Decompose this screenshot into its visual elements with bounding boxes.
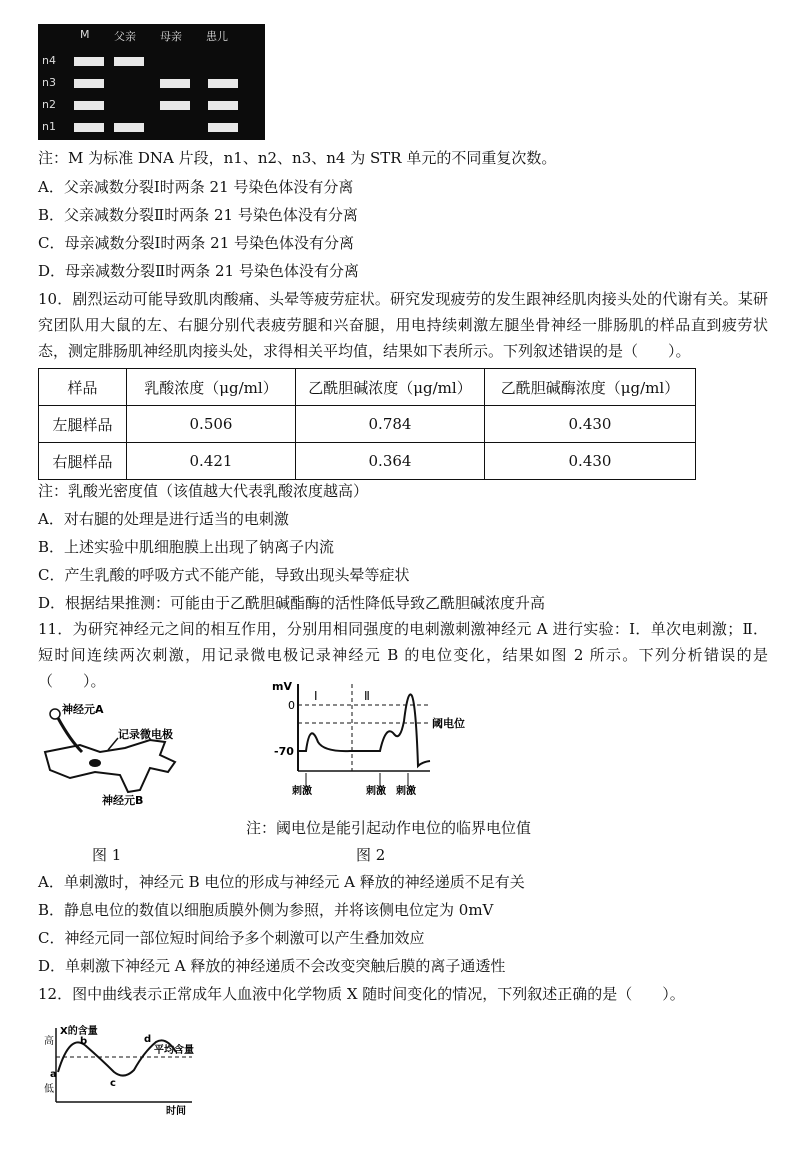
point-d-label: d (144, 1034, 152, 1045)
gel-band (160, 101, 190, 110)
gel-electrophoresis-image (38, 24, 265, 140)
gel-header-father: 父亲 (114, 30, 136, 43)
figure-q12-curve (42, 1022, 232, 1117)
table-cell: 0.364 (296, 443, 485, 480)
q10-option-c: C．产生乳酸的呼吸方式不能产能，导致出现头晕等症状 (38, 566, 410, 584)
gel-band (208, 101, 238, 110)
phase-1-label: Ⅰ (314, 689, 318, 703)
q9-option-b: B．父亲减数分裂Ⅱ时两条 21 号染色体没有分离 (38, 206, 358, 224)
q9-option-c: C．母亲减数分裂Ⅰ时两条 21 号染色体没有分离 (38, 234, 355, 252)
gel-row-n4: n4 (42, 54, 56, 67)
q11-option-c: C．神经元同一部位短时间给予多个刺激可以产生叠加效应 (38, 929, 425, 947)
q10-note: 注：乳酸光密度值（该值越大代表乳酸浓度越高） (38, 482, 369, 500)
table-header-cell: 乙酰胆碱浓度（μg/ml） (296, 369, 485, 406)
table-cell: 0.430 (485, 443, 696, 480)
stim-label-1: 刺激 (292, 786, 312, 796)
table-header-cell: 样品 (39, 369, 127, 406)
q12-stem: 12．图中曲线表示正常成年人血液中化学物质 X 随时间变化的情况，下列叙述正确的是（ ）。 (38, 985, 685, 1003)
gel-row-n2: n2 (42, 98, 56, 111)
y-axis-label: mV (272, 680, 292, 693)
x-axis-label: 时间 (166, 1106, 186, 1117)
gel-header-m: M (80, 28, 90, 41)
gel-header-mother: 母亲 (160, 30, 182, 43)
y-axis-label: X的含量 (60, 1026, 98, 1037)
figure-2-caption: 图 2 (356, 846, 386, 864)
threshold-label: 阈电位 (432, 717, 465, 730)
figure-2-potential-chart (270, 676, 480, 796)
q9-option-a: A．父亲减数分裂Ⅰ时两条 21 号染色体没有分离 (38, 178, 354, 196)
point-c-label: c (110, 1078, 116, 1089)
table-cell: 0.430 (485, 406, 696, 443)
point-a-label: a (50, 1069, 57, 1080)
gel-band (114, 57, 144, 66)
stim-label-2: 刺激 (366, 786, 386, 796)
q9-note: 注：M 为标准 DNA 片段，n1、n2、n3、n4 为 STR 单元的不同重复次数。 (38, 149, 557, 167)
q10-option-b: B．上述实验中肌细胞膜上出现了钠离子内流 (38, 538, 335, 556)
rest-tick: -70 (274, 745, 294, 758)
table-cell: 右腿样品 (39, 443, 127, 480)
gel-band (74, 79, 104, 88)
gel-band (114, 123, 144, 132)
table-header-row (39, 369, 696, 406)
q10-option-d: D．根据结果推测：可能由于乙酰胆碱酯酶的活性降低导致乙酰胆碱浓度升高 (38, 594, 546, 612)
q10-table (38, 368, 696, 480)
gel-band (74, 101, 104, 110)
label-neuron-a: 神经元A (62, 703, 104, 716)
label-neuron-b: 神经元B (102, 794, 144, 807)
gel-header-child: 患儿 (206, 30, 228, 43)
q11-stem: 11．为研究神经元之间的相互作用，分别用相同强度的电刺激刺激神经元 A 进行实验：Ⅰ．单次电刺激；Ⅱ．短时间连续两次刺激，用记录微电极记录神经元 B 的电位变化，结果如图 2 所示。下列分析错误的是（ ）。 (38, 620, 768, 690)
electrode-icon (108, 738, 118, 750)
table-row (39, 406, 696, 443)
q10-stem: 10．剧烈运动可能导致肌肉酸痛、头晕等疲劳症状。研究发现疲劳的发生跟神经肌肉接头处的代谢有关。某研究团队用大鼠的左、右腿分别代表疲劳腿和兴奋腿，用电持续刺激左腿坐骨神经一腓肠肌的样品直到疲劳状态，测定腓肠肌神经肌肉接头处，求得相关平均值，结果如下表所示。下列叙述错误的是（ ）。 (38, 290, 768, 360)
table-row (39, 443, 696, 480)
neuron-a-terminal-icon (50, 709, 60, 719)
gel-band (208, 79, 238, 88)
gel-band (160, 79, 190, 88)
stim-label-3: 刺激 (396, 786, 416, 796)
average-label: 平均含量 (154, 1045, 194, 1056)
high-label: 高 (44, 1036, 54, 1047)
neuron-b-nucleus (89, 759, 101, 767)
q11-option-a: A．单刺激时，神经元 B 电位的形成与神经元 A 释放的神经递质不足有关 (38, 873, 525, 891)
table-cell: 0.784 (296, 406, 485, 443)
table-cell: 左腿样品 (39, 406, 127, 443)
gel-band (208, 123, 238, 132)
zero-tick: 0 (288, 699, 295, 712)
gel-row-n1: n1 (42, 120, 56, 133)
table-cell: 0.421 (127, 443, 296, 480)
phase-2-label: Ⅱ (364, 689, 370, 703)
q11-note: 注：阈电位是能引起动作电位的临界电位值 (246, 819, 532, 837)
table-cell: 0.506 (127, 406, 296, 443)
table-header-cell: 乳酸浓度（μg/ml） (127, 369, 296, 406)
q10-option-a: A．对右腿的处理是进行适当的电刺激 (38, 510, 289, 528)
table-header-cell: 乙酰胆碱酶浓度（μg/ml） (485, 369, 696, 406)
figure-1-caption: 图 1 (92, 846, 122, 864)
label-electrode: 记录微电极 (118, 728, 173, 741)
q11-option-d: D．单刺激下神经元 A 释放的神经递质不会改变突触后膜的离子通透性 (38, 957, 506, 975)
gel-band (74, 57, 104, 66)
q11-option-b: B．静息电位的数值以细胞质膜外侧为参照，并将该侧电位定为 0mV (38, 901, 494, 919)
q9-option-d: D．母亲减数分裂Ⅱ时两条 21 号染色体没有分离 (38, 262, 359, 280)
gel-band (74, 123, 104, 132)
point-b-label: b (80, 1036, 88, 1047)
figure-1-neurons (40, 700, 210, 810)
low-label: 低 (44, 1084, 54, 1095)
gel-row-n3: n3 (42, 76, 56, 89)
